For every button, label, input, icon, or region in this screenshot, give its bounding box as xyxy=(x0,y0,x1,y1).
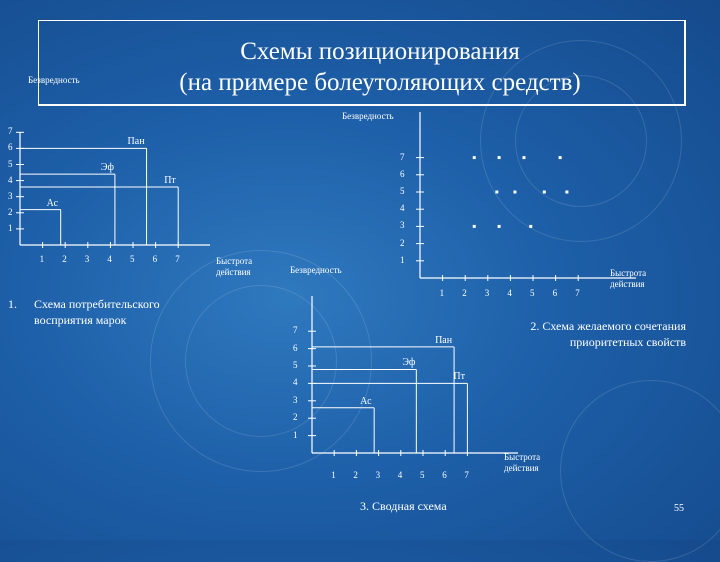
chart2-point xyxy=(473,156,476,159)
chart1-brand-label: Эф xyxy=(100,162,114,174)
chart1-brand-label: Ас xyxy=(46,197,59,209)
chart2-point xyxy=(529,225,532,228)
chart3-y-tick-label: 5 xyxy=(293,360,298,370)
chart2-x-tick-label: 2 xyxy=(462,288,467,298)
chart2-x-axis-label: Быстрота действия xyxy=(610,268,647,289)
chart2-point xyxy=(565,191,568,194)
page-number: 55 xyxy=(674,503,684,514)
chart1-x-tick-label: 5 xyxy=(130,254,135,264)
chart3-y-tick-label: 6 xyxy=(293,342,298,353)
chart1-x-tick-label: 6 xyxy=(152,254,158,264)
title-line-2: (на примере болеутоляющих средств) xyxy=(179,69,581,96)
chart2-y-tick-label: 2 xyxy=(400,237,405,248)
chart1-x-tick-label: 2 xyxy=(62,254,67,264)
chart3-y-tick-label: 1 xyxy=(293,429,298,440)
chart1-y-tick-label: 5 xyxy=(8,158,13,169)
chart1-brand-label: Пан xyxy=(127,136,145,148)
chart3-caption: 3. Сводная схема xyxy=(360,499,447,513)
chart2-point xyxy=(473,225,476,228)
chart3-brand-label: Пан xyxy=(435,334,453,346)
title-line-1: Схемы позиционирования xyxy=(240,38,520,65)
chart3-x-tick-label: 7 xyxy=(464,470,469,480)
chart2-point xyxy=(498,225,501,228)
chart1-y-axis-label: Безвредность xyxy=(28,75,80,85)
chart1-caption: Схема потребительского восприятия марок xyxy=(34,297,160,327)
chart1-caption-number: 1. xyxy=(8,297,17,311)
chart2-x-tick-label: 5 xyxy=(530,288,535,298)
chart3-x-axis-label: Быстрота действия xyxy=(504,452,541,473)
chart2-point xyxy=(559,156,562,159)
chart1-y-tick-label: 7 xyxy=(8,126,13,137)
chart2-x-tick-label: 1 xyxy=(439,288,445,298)
chart3-y-tick-label: 3 xyxy=(293,394,298,405)
chart2-y-tick-label: 6 xyxy=(400,168,405,179)
chart2-y-tick-label: 5 xyxy=(400,186,405,196)
chart2-x-tick-label: 3 xyxy=(484,288,490,298)
chart3-y-tick-label: 7 xyxy=(293,325,298,336)
chart1-x-tick-label: 3 xyxy=(84,254,90,264)
chart1-y-tick-label: 3 xyxy=(8,190,13,201)
chart3-x-tick-label: 3 xyxy=(375,470,381,480)
chart3-x-tick-label: 1 xyxy=(331,470,336,480)
chart1-x-axis-label: Быстрота действия xyxy=(216,256,253,277)
chart1-x-tick-label: 7 xyxy=(175,254,180,264)
chart1-y-tick-label: 4 xyxy=(8,174,13,185)
chart3-y-axis-label: Безвредность xyxy=(290,265,342,275)
chart2-y-tick-label: 1 xyxy=(400,254,405,265)
chart2-y-tick-label: 4 xyxy=(400,203,405,214)
chart3-x-tick-label: 4 xyxy=(397,470,403,480)
chart3-brand-label: Эф xyxy=(402,357,416,369)
chart2-y-axis-label: Безвредность xyxy=(342,111,394,121)
chart1-x-tick-label: 1 xyxy=(39,254,45,264)
chart3-y-tick-label: 2 xyxy=(293,412,298,423)
chart3-brand-label: Ас xyxy=(360,395,372,407)
chart2-point xyxy=(543,191,546,194)
chart2-point xyxy=(495,191,498,194)
chart2-y-tick-label: 3 xyxy=(400,220,405,231)
chart1-x-tick-label: 4 xyxy=(107,254,112,264)
chart1-brand-label: Пт xyxy=(164,175,176,187)
chart1-y-tick-label: 6 xyxy=(8,142,13,153)
chart2-point xyxy=(522,156,525,159)
chart2-x-tick-label: 4 xyxy=(507,288,512,298)
chart2-point xyxy=(513,191,516,194)
chart3-y-tick-label: 4 xyxy=(293,377,298,388)
chart2-y-tick-label: 7 xyxy=(400,151,405,162)
chart1-y-tick-label: 1 xyxy=(8,222,13,233)
chart3-x-tick-label: 5 xyxy=(420,470,425,480)
chart2-x-tick-label: 6 xyxy=(552,288,558,298)
chart1-y-tick-label: 2 xyxy=(8,206,13,217)
chart2-caption: 2. Схема желаемого сочетания приоритетных свойств xyxy=(530,319,686,349)
chart3-x-tick-label: 2 xyxy=(353,470,358,480)
chart2-point xyxy=(498,156,501,159)
chart2-x-tick-label: 7 xyxy=(575,288,580,298)
chart3-x-tick-label: 6 xyxy=(442,470,447,480)
chart3-brand-label: Пт xyxy=(453,371,465,383)
